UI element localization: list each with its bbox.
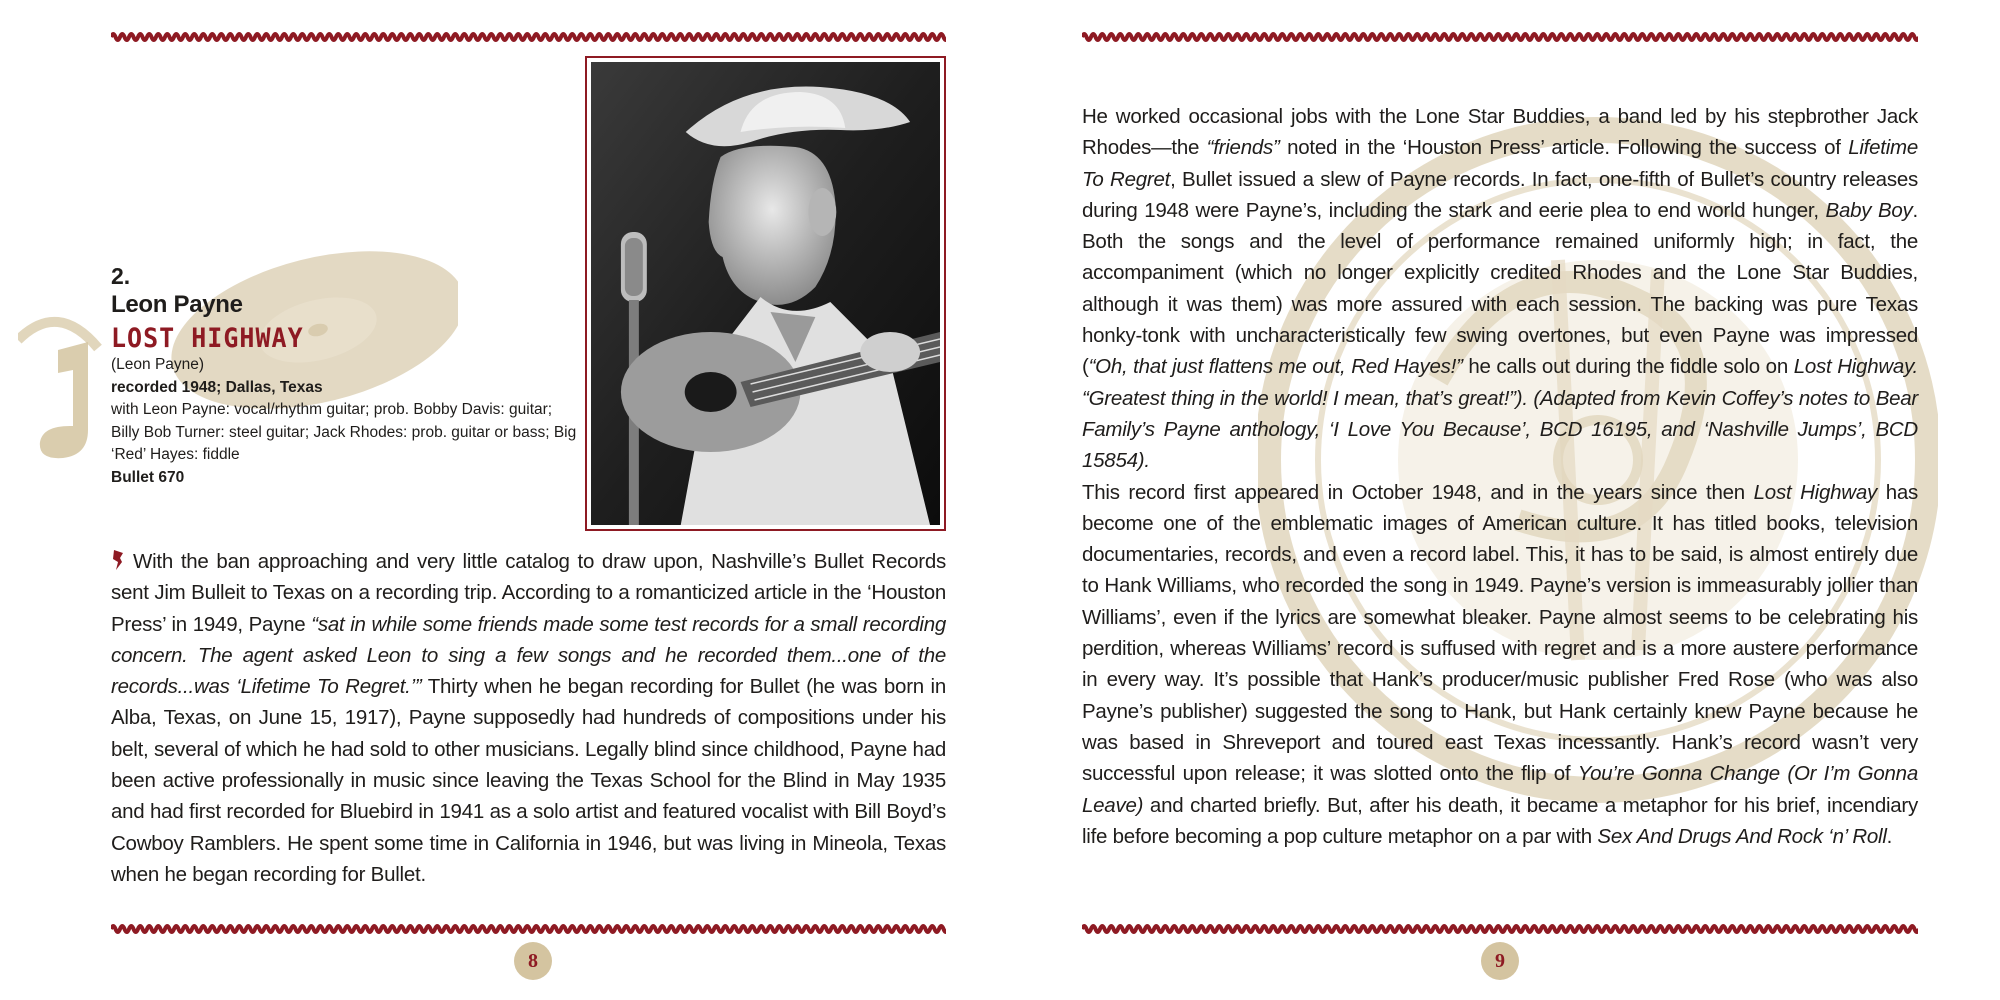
track-title: LOST HIGHWAY bbox=[111, 322, 304, 354]
track-artist: Leon Payne bbox=[111, 291, 243, 318]
right-page bbox=[1000, 0, 2000, 1000]
left-paragraph bbox=[111, 546, 946, 890]
p1-f: Baby Boy bbox=[1825, 198, 1913, 222]
left-text-2: Thirty when he began recording for Bullet (he was born in Alba, Texas, on June 15, 1917), Payne supposedly had hundreds of compositions under his belt, several of which he had sold to other musicians. Legally blind since childhood, Payne had been active professionally in music since leaving the Texas School for the Blind in May 1935 and had first recorded for Bluebird in 1941 as a solo artist and featured vocalist with Bill Boyd’s Cowboy Ramblers. He spent some time in California in 1946, but was living in Mineola, Texas when he began recording for Bullet. bbox=[111, 675, 946, 886]
p1-i: he calls out during the fiddle solo on bbox=[1462, 355, 1794, 379]
p1-j: Lost Highway. “Greatest thing in the world! I mean, that’s great!”). (Adapted from Kevin Coffey’s notes to Bear Family’s Payne anthology, ‘I Love You Because’, BCD 16195, and ‘Nashville Jumps’, BCD 15854). bbox=[1082, 355, 1918, 473]
track-recorded: recorded 1948; Dallas, Texas bbox=[111, 378, 323, 396]
p2-b: Lost Highway bbox=[1753, 480, 1877, 504]
right-paragraph-1 bbox=[1082, 101, 1918, 477]
right-body-text bbox=[1082, 101, 1918, 852]
music-note-icon bbox=[111, 549, 125, 571]
p1-d: Lifetime To Regret bbox=[1082, 136, 1918, 191]
page-number-right: 9 bbox=[1481, 942, 1519, 980]
track-number: 2. bbox=[111, 263, 131, 289]
top-wave-ornament bbox=[111, 30, 946, 44]
p1-a: He worked occasional jobs with the Lone Star Buddies, a band led by his stepbrother Jack Rhodes—the bbox=[1082, 105, 1918, 160]
p2-g: . bbox=[1886, 824, 1893, 848]
right-paragraph-2 bbox=[1082, 477, 1918, 853]
p2-c: has become one of the emblematic images of American culture. It has titled books, television documentaries, records, and even a record label. This, it has to be said, is almost entirely due to Hank Williams, who recorded the song in 1949. Payne’s version is immeasurably jollier than Williams’, even if the lyrics are somewhat bleaker. Payne almost seems to be celebrating his perdition, whereas Williams’ record is suffused with regret and is a more austere performance in every way. It’s possible that Hank’s producer/music publisher Fred Rose (who was also Payne’s publisher) suggested the song to Hank, but Hank certainly knew Payne because he was based in Shreveport and toured east Texas incessantly. Hank’s record wasn’t very successful upon release; it was slotted onto the flip of bbox=[1082, 480, 1918, 786]
p1-h: “Oh, that just flattens me out, Red Hayes!” bbox=[1088, 355, 1463, 379]
bottom-wave-ornament bbox=[111, 922, 946, 936]
page-number-left: 8 bbox=[514, 942, 552, 980]
p2-a: This record first appeared in October 1948, and in the years since then bbox=[1082, 480, 1754, 504]
left-quote: “sat in while some friends made some test records for a small recording concern. The agent asked Leon to sing a few songs and he recorded them...one of the records...was ‘Lifetime To Regret.’” bbox=[111, 612, 946, 699]
bottom-wave-ornament-right bbox=[1082, 922, 1918, 936]
track-composer: (Leon Payne) bbox=[111, 356, 205, 373]
left-text-1: With the ban approaching and very little catalog to draw upon, Nashville’s Bullet Records sent Jim Bulleit to Texas on a recording trip. According to a romanticized article in the ‘Houston Press’ in 1949, Payne bbox=[111, 550, 946, 636]
track-catalog: Bullet 670 bbox=[111, 468, 185, 486]
p1-g: . Both the songs and the level of performance remained uniformly high; in fact, the accompaniment (which no longer explicitly credited Rhodes and the Lone Star Buddies, although it was them) was more assured with each session. The backing was pure Texas honky-tonk with uncharacteristically few swing overtones, but even Payne was impressed ( bbox=[1082, 198, 1918, 379]
artist-photo bbox=[585, 56, 946, 531]
p1-e: , Bullet issued a slew of Payne records. In fact, one-fifth of Bullet’s country releases during 1948 were Payne’s, including the stark and eerie plea to end world hunger, bbox=[1082, 167, 1918, 222]
top-wave-ornament-right bbox=[1082, 30, 1918, 44]
p2-f: Sex And Drugs And Rock ‘n’ Roll bbox=[1597, 824, 1887, 848]
p1-b: “friends” bbox=[1206, 136, 1280, 160]
left-body-text bbox=[111, 546, 946, 890]
p2-d: You’re Gonna Change (Or I’m Gonna Leave) bbox=[1082, 762, 1918, 817]
track-info bbox=[111, 262, 581, 489]
p2-e: and charted briefly. But, after his death, it became a metaphor for his brief, incendiary life before becoming a pop culture metaphor on a par with bbox=[1082, 793, 1918, 848]
leon-payne-photo-icon bbox=[591, 62, 940, 525]
track-personnel: with Leon Payne: vocal/rhythm guitar; prob. Bobby Davis: guitar; Billy Bob Turner: steel guitar; Jack Rhodes: prob. guitar or bass; Big ‘Red’ Hayes: fiddle bbox=[111, 401, 577, 463]
p1-c: noted in the ‘Houston Press’ article. Following the success of bbox=[1279, 136, 1849, 160]
